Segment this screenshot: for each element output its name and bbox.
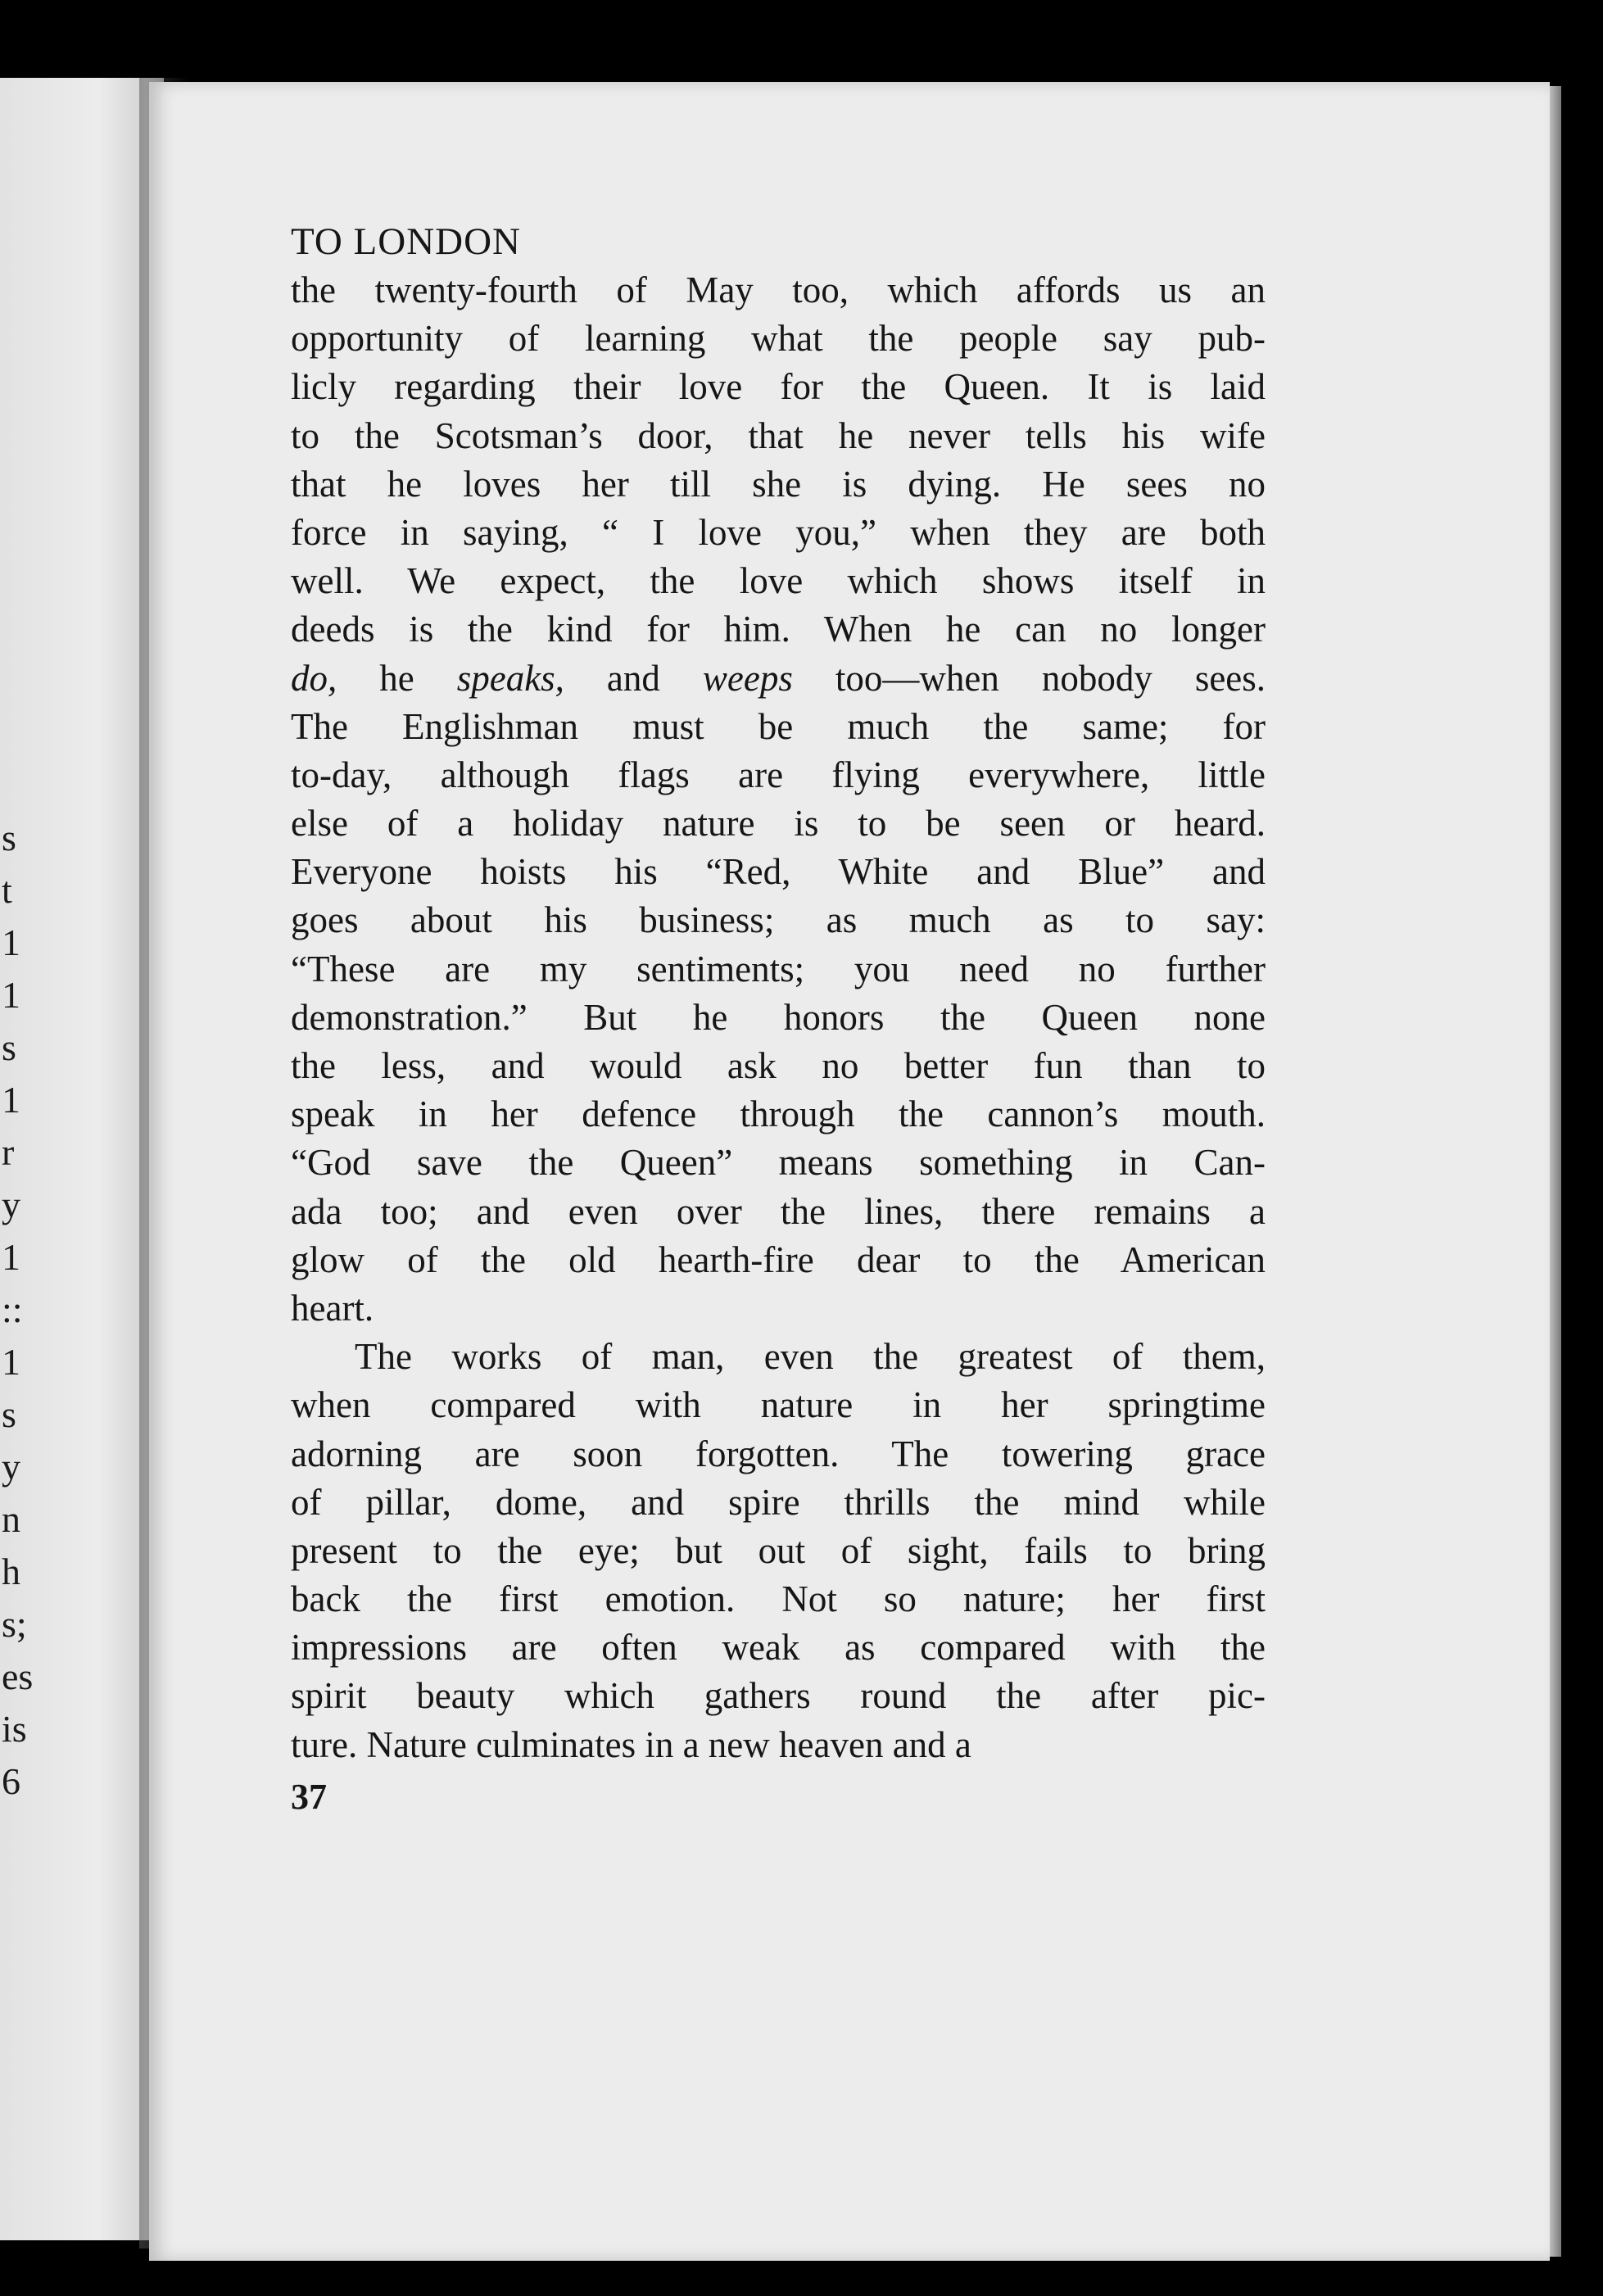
facing-page-fragment: es — [2, 1655, 34, 1697]
text-line: of pillar, dome, and spire thrills the mind while — [291, 1481, 1266, 1523]
text-line: Everyone hoists his “Red, White and Blue” and — [291, 851, 1266, 893]
facing-page-fragment: is — [2, 1708, 27, 1750]
text-line: opportunity of learning what the people say pub- — [291, 318, 1266, 360]
facing-page-fragment: s — [2, 817, 16, 858]
facing-page-fragment: :: — [2, 1288, 23, 1330]
text-line: The works of man, even the greatest of them, — [355, 1336, 1266, 1378]
facing-page-fragment: h — [2, 1551, 20, 1592]
page-text-block — [291, 217, 1266, 1822]
facing-page-fragment: y — [2, 1446, 20, 1488]
facing-page-fragment: s — [2, 1393, 16, 1435]
text-line: back the first emotion. Not so nature; her first — [291, 1578, 1266, 1620]
text-line: spirit beauty which gathers round the after pic- — [291, 1675, 1266, 1717]
facing-page-fragment: 1 — [2, 922, 20, 963]
facing-page-fragment: s — [2, 1026, 16, 1068]
text-line: the less, and would ask no better fun than to — [291, 1045, 1266, 1086]
facing-page-fragment: 1 — [2, 1079, 20, 1121]
text-line: force in saying, “ I love you,” when they are both — [291, 511, 1266, 553]
text-line: adorning are soon forgotten. The towering grace — [291, 1433, 1266, 1474]
text-line: present to the eye; but out of sight, fails to bring — [291, 1529, 1266, 1571]
body-text — [291, 266, 1266, 1769]
facing-page-fragment: 1 — [2, 1236, 20, 1278]
facing-page-fragment: s; — [2, 1603, 27, 1645]
text-line: ada too; and even over the lines, there remains a — [291, 1190, 1266, 1232]
facing-page-fragment: 1 — [2, 1341, 20, 1383]
facing-page-fragment: 1 — [2, 974, 20, 1016]
text-line: deeds is the kind for him. When he can no longer — [291, 609, 1266, 650]
facing-page-fragment: 6 — [2, 1760, 20, 1802]
text-line: speak in her defence through the cannon’s mouth. — [291, 1094, 1266, 1135]
text-line: do, he speaks, and weeps too—when nobody sees. — [291, 657, 1266, 699]
text-line: impressions are often weak as compared with the — [291, 1627, 1266, 1669]
text-line: to-day, although flags are flying everywhere, little — [291, 754, 1266, 795]
text-line: goes about his business; as much as to say: — [291, 899, 1266, 941]
text-line: demonstration.” But he honors the Queen none — [291, 996, 1266, 1038]
text-line: “These are my sentiments; you need no further — [291, 948, 1266, 989]
facing-page-fragment: r — [2, 1131, 15, 1173]
text-line: heart. — [291, 1287, 374, 1329]
text-line: when compared with nature in her springtime — [291, 1384, 1266, 1426]
facing-page-fragment: y — [2, 1184, 20, 1225]
text-line: that he loves her till she is dying. He sees no — [291, 463, 1266, 505]
text-line: ture. Nature culminates in a new heaven and a — [291, 1723, 971, 1765]
facing-page-text-fragments — [0, 78, 34, 2240]
text-line: “God save the Queen” means something in Can- — [291, 1142, 1266, 1184]
page-number: 37 — [291, 1776, 327, 1817]
page-edge-shadow — [1550, 86, 1561, 2257]
text-line: well. We expect, the love which shows itself in — [291, 560, 1266, 602]
text-line: to the Scotsman’s door, that he never tells his wife — [291, 414, 1266, 456]
facing-page-fragment: t — [2, 869, 12, 911]
running-head: TO LONDON — [291, 220, 521, 263]
text-line: licly regarding their love for the Queen. It is laid — [291, 366, 1266, 408]
text-line: the twenty-fourth of May too, which affords us an — [291, 269, 1266, 310]
text-line: The Englishman must be much the same; for — [291, 705, 1266, 747]
facing-page-fragment: n — [2, 1498, 20, 1540]
text-line: glow of the old hearth-fire dear to the American — [291, 1239, 1266, 1280]
text-line: else of a holiday nature is to be seen or heard. — [291, 803, 1266, 845]
